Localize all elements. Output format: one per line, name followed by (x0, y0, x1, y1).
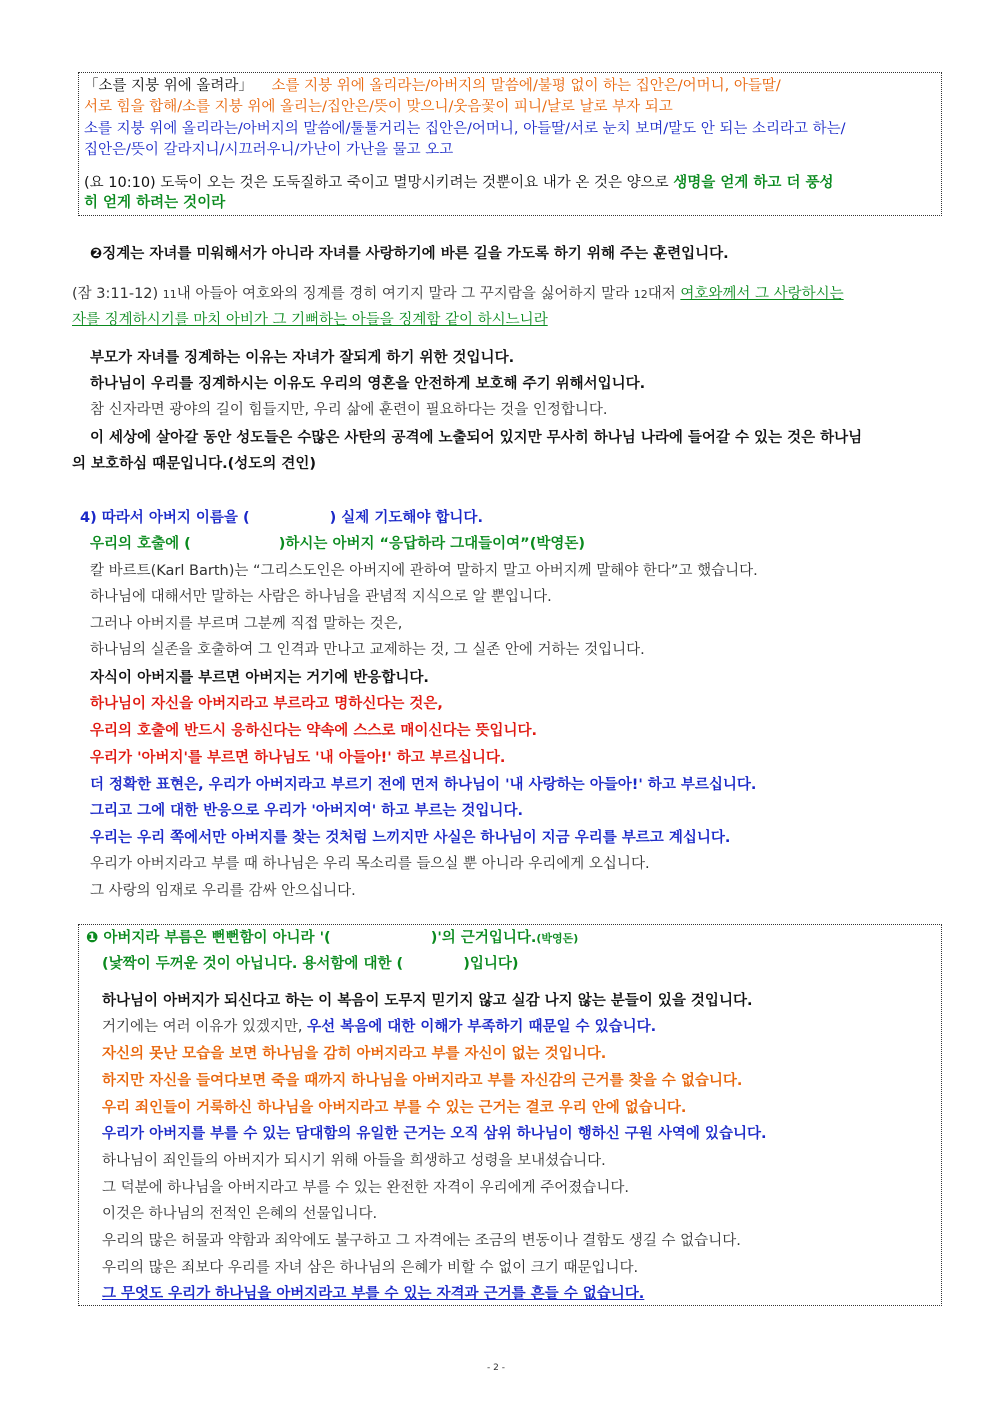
section-4-heading-b: ) 실제 기도해야 합니다. (329, 510, 483, 526)
section-4-sub-a: 우리의 호출에 ( (90, 536, 191, 552)
box2-heading-a: ❶ 아버지라 부름은 뻔뻔함이 아니라 '( (86, 930, 331, 946)
s4-line-12: 우리가 아버지라고 부를 때 하나님은 우리 목소리를 들으실 뿐 아니라 우리에게 오십니다. (90, 856, 650, 872)
para-4-line-1: 이 세상에 살아갈 동안 성도들은 수많은 사탄의 공격에 노출되어 있지만 무사히 하나님 나라에 들어갈 수 있는 것은 하나님 (90, 430, 863, 446)
verse-john (84, 173, 834, 193)
verse-john-line-2: 히 얻게 하려는 것이라 (84, 195, 226, 211)
box2-line-6: 우리가 아버지를 부를 수 있는 담대함의 유일한 근거는 오직 삼위 하나님이 행하신 구원 사역에 있습니다. (102, 1126, 767, 1142)
verse-num-12: 12 (633, 288, 648, 301)
verse-text-11: 내 아들아 여호와의 징계를 경히 여기지 말라 그 꾸지람을 싫어하지 말라 (176, 286, 634, 302)
box2-line-1: 하나님이 아버지가 되신다고 하는 이 복음이 도무지 믿기지 않고 실감 나지 않는 분들이 있을 것입니다. (102, 993, 753, 1009)
s4-line-5: 자식이 아버지를 부르면 아버지는 거기에 반응합니다. (90, 670, 429, 686)
box2-heading-source: (박영돈) (536, 932, 579, 945)
poem-line-3: 소를 지붕 위에 올리라는/아버지의 말씀에/툴툴거리는 집안은/어머니, 아들딸/서로 눈치 보며/말도 안 되는 소리라고 하는/ (84, 121, 846, 137)
section-2-heading: ❷징계는 자녀를 미워해서가 아니라 자녀를 사랑하기에 바른 길을 가도록 하기 위해 주는 훈련입니다. (90, 246, 729, 262)
s4-line-7: 우리의 호출에 반드시 응하신다는 약속에 스스로 매이신다는 뜻입니다. (90, 723, 538, 739)
poem-line-1-text: 소를 지붕 위에 올리라는/아버지의 말씀에/불평 없이 하는 집안은/어머니, 아들딸/ (271, 78, 781, 94)
s4-line-9: 더 정확한 표현은, 우리가 아버지라고 부르기 전에 먼저 하나님이 '내 사랑하는 아들아!' 하고 부르십니다. (90, 777, 757, 793)
verse-proverbs-line-1 (72, 284, 844, 305)
box2-sub-a: (낯짝이 두꺼운 것이 아닙니다. 용서함에 대한 ( (102, 956, 404, 972)
verse-ref: (잠 3:11-12) (72, 286, 163, 302)
verse-text-12: 대저 (647, 286, 681, 302)
box2-line-12: 그 무엇도 우리가 하나님을 아버지라고 부를 수 있는 자격과 근거를 흔들 수 없습니다. (102, 1286, 645, 1302)
s4-line-8: 우리가 '아버지'를 부르면 하나님도 '내 아들아!' 하고 부르십니다. (90, 750, 506, 766)
box2-line-2b: 우선 복음에 대한 이해가 부족하기 때문일 수 있습니다. (307, 1019, 657, 1035)
page-number: - 2 - (487, 1363, 505, 1373)
section-4-subheading (90, 534, 585, 554)
s4-line-13: 그 사랑의 임재로 우리를 감싸 안으십니다. (90, 883, 356, 899)
box2-sub-b: )입니다) (463, 956, 519, 972)
verse-highlight: 여호와께서 그 사랑하시는 (680, 286, 844, 302)
para-3: 참 신자라면 광야의 길이 힘들지만, 우리 삶에 훈련이 필요하다는 것을 인정합니다. (90, 402, 608, 418)
s4-line-10: 그리고 그에 대한 반응으로 우리가 '아버지여' 하고 부르는 것입니다. (90, 803, 523, 819)
section-4-heading-a: 4) 따라서 아버지 이름을 ( (80, 510, 250, 526)
box2-line-10: 우리의 많은 허물과 약함과 죄악에도 불구하고 그 자격에는 조금의 변동이나 결함도 생길 수 없습니다. (102, 1233, 741, 1249)
verse-num-11: 11 (162, 288, 177, 301)
verse-john-text: (요 10:10) 도둑이 오는 것은 도둑질하고 죽이고 멸망시키려는 것뿐이요 내가 온 것은 양으로 (84, 175, 674, 191)
verse-proverbs-line-2: 자를 징계하시기를 마치 아비가 그 기뻐하는 아들을 징계함 같이 하시느니라 (72, 312, 548, 328)
s4-line-4: 하나님의 실존을 호출하여 그 인격과 만나고 교제하는 것, 그 실존 안에 거하는 것입니다. (90, 642, 645, 658)
box2-line-11: 우리의 많은 죄보다 우리를 자녀 삼은 하나님의 은혜가 비할 수 없이 크기 때문입니다. (102, 1260, 639, 1276)
section-4-heading (80, 508, 483, 528)
box2-line-3: 자신의 못난 모습을 보면 하나님을 감히 아버지라고 부를 자신이 없는 것입니다. (102, 1046, 607, 1062)
section-4-sub-b: )하시는 아버지 “응답하라 그대들이여”(박영돈) (278, 536, 585, 552)
s4-line-6: 하나님이 자신을 아버지라고 부르라고 명하신다는 것은, (90, 696, 443, 712)
poem-line-2: 서로 힘을 합해/소를 지붕 위에 올리는/집안은/뜻이 맞으니/웃음꽃이 피니/날로 날로 부자 되고 (84, 99, 673, 115)
s4-line-1: 칼 바르트(Karl Barth)는 “그리스도인은 아버지에 관하여 말하지 말고 아버지께 말해야 한다”고 했습니다. (90, 563, 758, 579)
box2-line-7: 하나님이 죄인들의 아버지가 되시기 위해 아들을 희생하고 성령을 보내셨습니다. (102, 1153, 606, 1169)
s4-line-2: 하나님에 대해서만 말하는 사람은 하나님을 관념적 지식으로 알 뿐입니다. (90, 589, 552, 605)
s4-line-3: 그러나 아버지를 부르며 그분께 직접 말하는 것은, (90, 616, 403, 632)
poem-title: 「소를 지붕 위에 올려라」 (84, 78, 253, 94)
box2-line-4: 하지만 자신을 들여다보면 죽을 때까지 하나님을 아버지라고 부를 자신감의 근거를 찾을 수 없습니다. (102, 1073, 743, 1089)
box2-line-2a: 거기에는 여러 이유가 있겠지만, (102, 1019, 308, 1035)
poem-line-4: 집안은/뜻이 갈라지니/시끄러우니/가난이 가난을 물고 오고 (84, 142, 454, 158)
box2-subheading (102, 954, 518, 974)
box2-heading (86, 928, 578, 949)
para-4-line-2: 의 보호하심 때문입니다.(성도의 견인) (72, 456, 317, 472)
para-2: 하나님이 우리를 징계하시는 이유도 우리의 영혼을 안전하게 보호해 주기 위해서입니다. (90, 376, 646, 392)
verse-john-highlight: 생명을 얻게 하고 더 풍성 (673, 175, 834, 191)
para-1: 부모가 자녀를 징계하는 이유는 자녀가 잘되게 하기 위한 것입니다. (90, 350, 515, 366)
box2-heading-b: )'의 근거입니다. (430, 930, 537, 946)
s4-line-11: 우리는 우리 쪽에서만 아버지를 찾는 것처럼 느끼지만 사실은 하나님이 지금 우리를 부르고 계십니다. (90, 830, 731, 846)
box2-line-5: 우리 죄인들이 거룩하신 하나님을 아버지라고 부를 수 있는 근거는 결코 우리 안에 없습니다. (102, 1100, 687, 1116)
poem-line-1 (84, 76, 781, 96)
box2-line-2 (102, 1017, 656, 1037)
box2-line-8: 그 덕분에 하나님을 아버지라고 부를 수 있는 완전한 자격이 우리에게 주어졌습니다. (102, 1180, 629, 1196)
box2-line-9: 이것은 하나님의 전적인 은혜의 선물입니다. (102, 1206, 378, 1222)
